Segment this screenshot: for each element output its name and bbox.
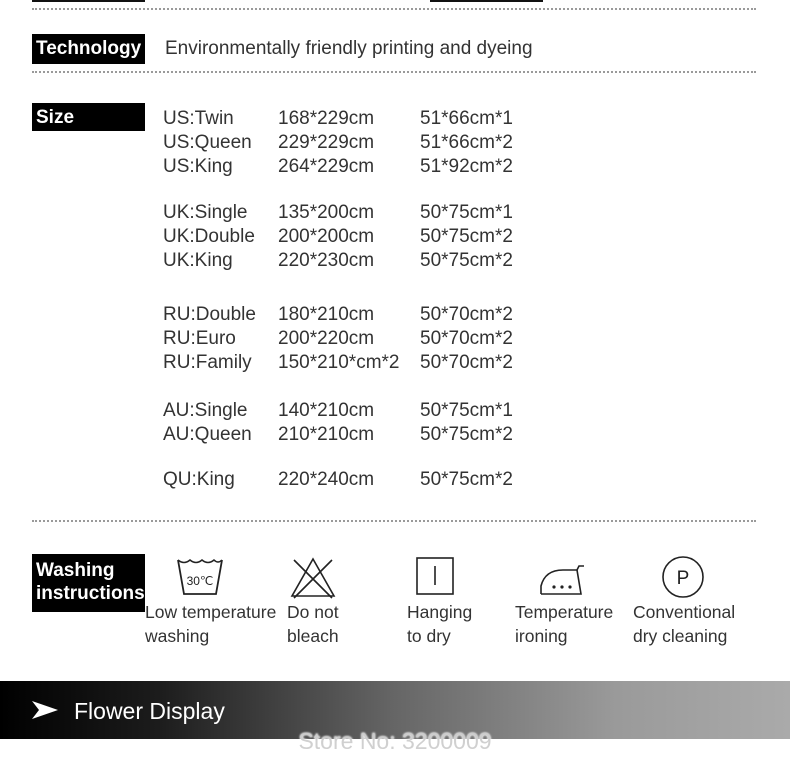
- arrow-right-icon: [30, 699, 60, 721]
- pillowcase-size: 50*70cm*2: [420, 352, 513, 373]
- duvet-size: 150*210*cm*2: [278, 352, 400, 373]
- pillowcase-size: 50*75cm*1: [420, 202, 513, 223]
- size-name: UK:Double: [163, 226, 255, 247]
- washing-label-line2: instructions: [36, 583, 145, 604]
- wash-item: [411, 556, 461, 600]
- duvet-size: 200*200cm: [278, 226, 375, 247]
- duvet-size: 140*210cm: [278, 400, 375, 421]
- banner-title: Flower Display: [74, 698, 225, 724]
- do-not-bleach-icon: [288, 556, 338, 600]
- pillowcase-size: 51*66cm*2: [420, 132, 513, 153]
- duvet-size: 264*229cm: [278, 156, 375, 177]
- top-rule-left: [32, 0, 145, 2]
- hang-dry-icon: [411, 556, 461, 600]
- washing-label: [32, 554, 145, 612]
- size-name: US:Queen: [163, 132, 252, 153]
- pillowcase-size: 50*75cm*2: [420, 469, 513, 490]
- size-name: US:King: [163, 156, 233, 177]
- pillowcase-size: 51*66cm*1: [420, 108, 513, 129]
- pillowcase-size: 50*75cm*2: [420, 424, 513, 445]
- top-rule-right: [430, 0, 543, 2]
- duvet-size: 168*229cm: [278, 108, 375, 129]
- wash-label: Hanging to dry: [407, 602, 473, 646]
- wash-temp-text: 30℃: [186, 574, 214, 588]
- washing-label-line1: Washing: [36, 560, 115, 581]
- pillowcase-size: 51*92cm*2: [420, 156, 513, 177]
- wash-label: Temperature ironing: [515, 602, 614, 646]
- duvet-size: 220*240cm: [278, 469, 375, 490]
- size-label: Size: [32, 103, 145, 131]
- duvet-size: 135*200cm: [278, 202, 375, 223]
- duvet-size: 229*229cm: [278, 132, 375, 153]
- size-name: QU:King: [163, 469, 235, 490]
- size-name: US:Twin: [163, 108, 234, 129]
- size-name: RU:Family: [163, 352, 252, 373]
- wash-item: [175, 556, 225, 600]
- wash-item: [288, 556, 338, 600]
- divider: [32, 8, 756, 10]
- pillowcase-size: 50*70cm*2: [420, 328, 513, 349]
- wash-item: [537, 556, 587, 600]
- technology-label: Technology: [32, 34, 145, 64]
- store-watermark: Store No: 3200009: [298, 728, 492, 754]
- pillowcase-size: 50*75cm*1: [420, 400, 513, 421]
- wash-item: [658, 556, 708, 600]
- size-name: UK:King: [163, 250, 233, 271]
- size-name: RU:Double: [163, 304, 256, 325]
- divider: [32, 71, 756, 73]
- size-name: AU:Queen: [163, 424, 252, 445]
- dry-clean-mark: P: [676, 568, 690, 589]
- divider: [32, 520, 756, 522]
- pillowcase-size: 50*75cm*2: [420, 250, 513, 271]
- size-name: AU:Single: [163, 400, 248, 421]
- wash-30-icon: [175, 556, 225, 600]
- iron-icon: [537, 556, 587, 600]
- pillowcase-size: 50*70cm*2: [420, 304, 513, 325]
- pillowcase-size: 50*75cm*2: [420, 226, 513, 247]
- duvet-size: 220*230cm: [278, 250, 375, 271]
- wash-label: Low temperature washing: [145, 602, 277, 646]
- duvet-size: 210*210cm: [278, 424, 375, 445]
- size-name: RU:Euro: [163, 328, 236, 349]
- size-name: UK:Single: [163, 202, 248, 223]
- technology-text: Environmentally friendly printing and dyeing: [165, 38, 533, 59]
- dry-clean-icon: [658, 556, 708, 600]
- duvet-size: 180*210cm: [278, 304, 375, 325]
- duvet-size: 200*220cm: [278, 328, 375, 349]
- wash-label: Conventional dry cleaning: [633, 602, 736, 646]
- wash-label: Do not bleach: [287, 602, 339, 646]
